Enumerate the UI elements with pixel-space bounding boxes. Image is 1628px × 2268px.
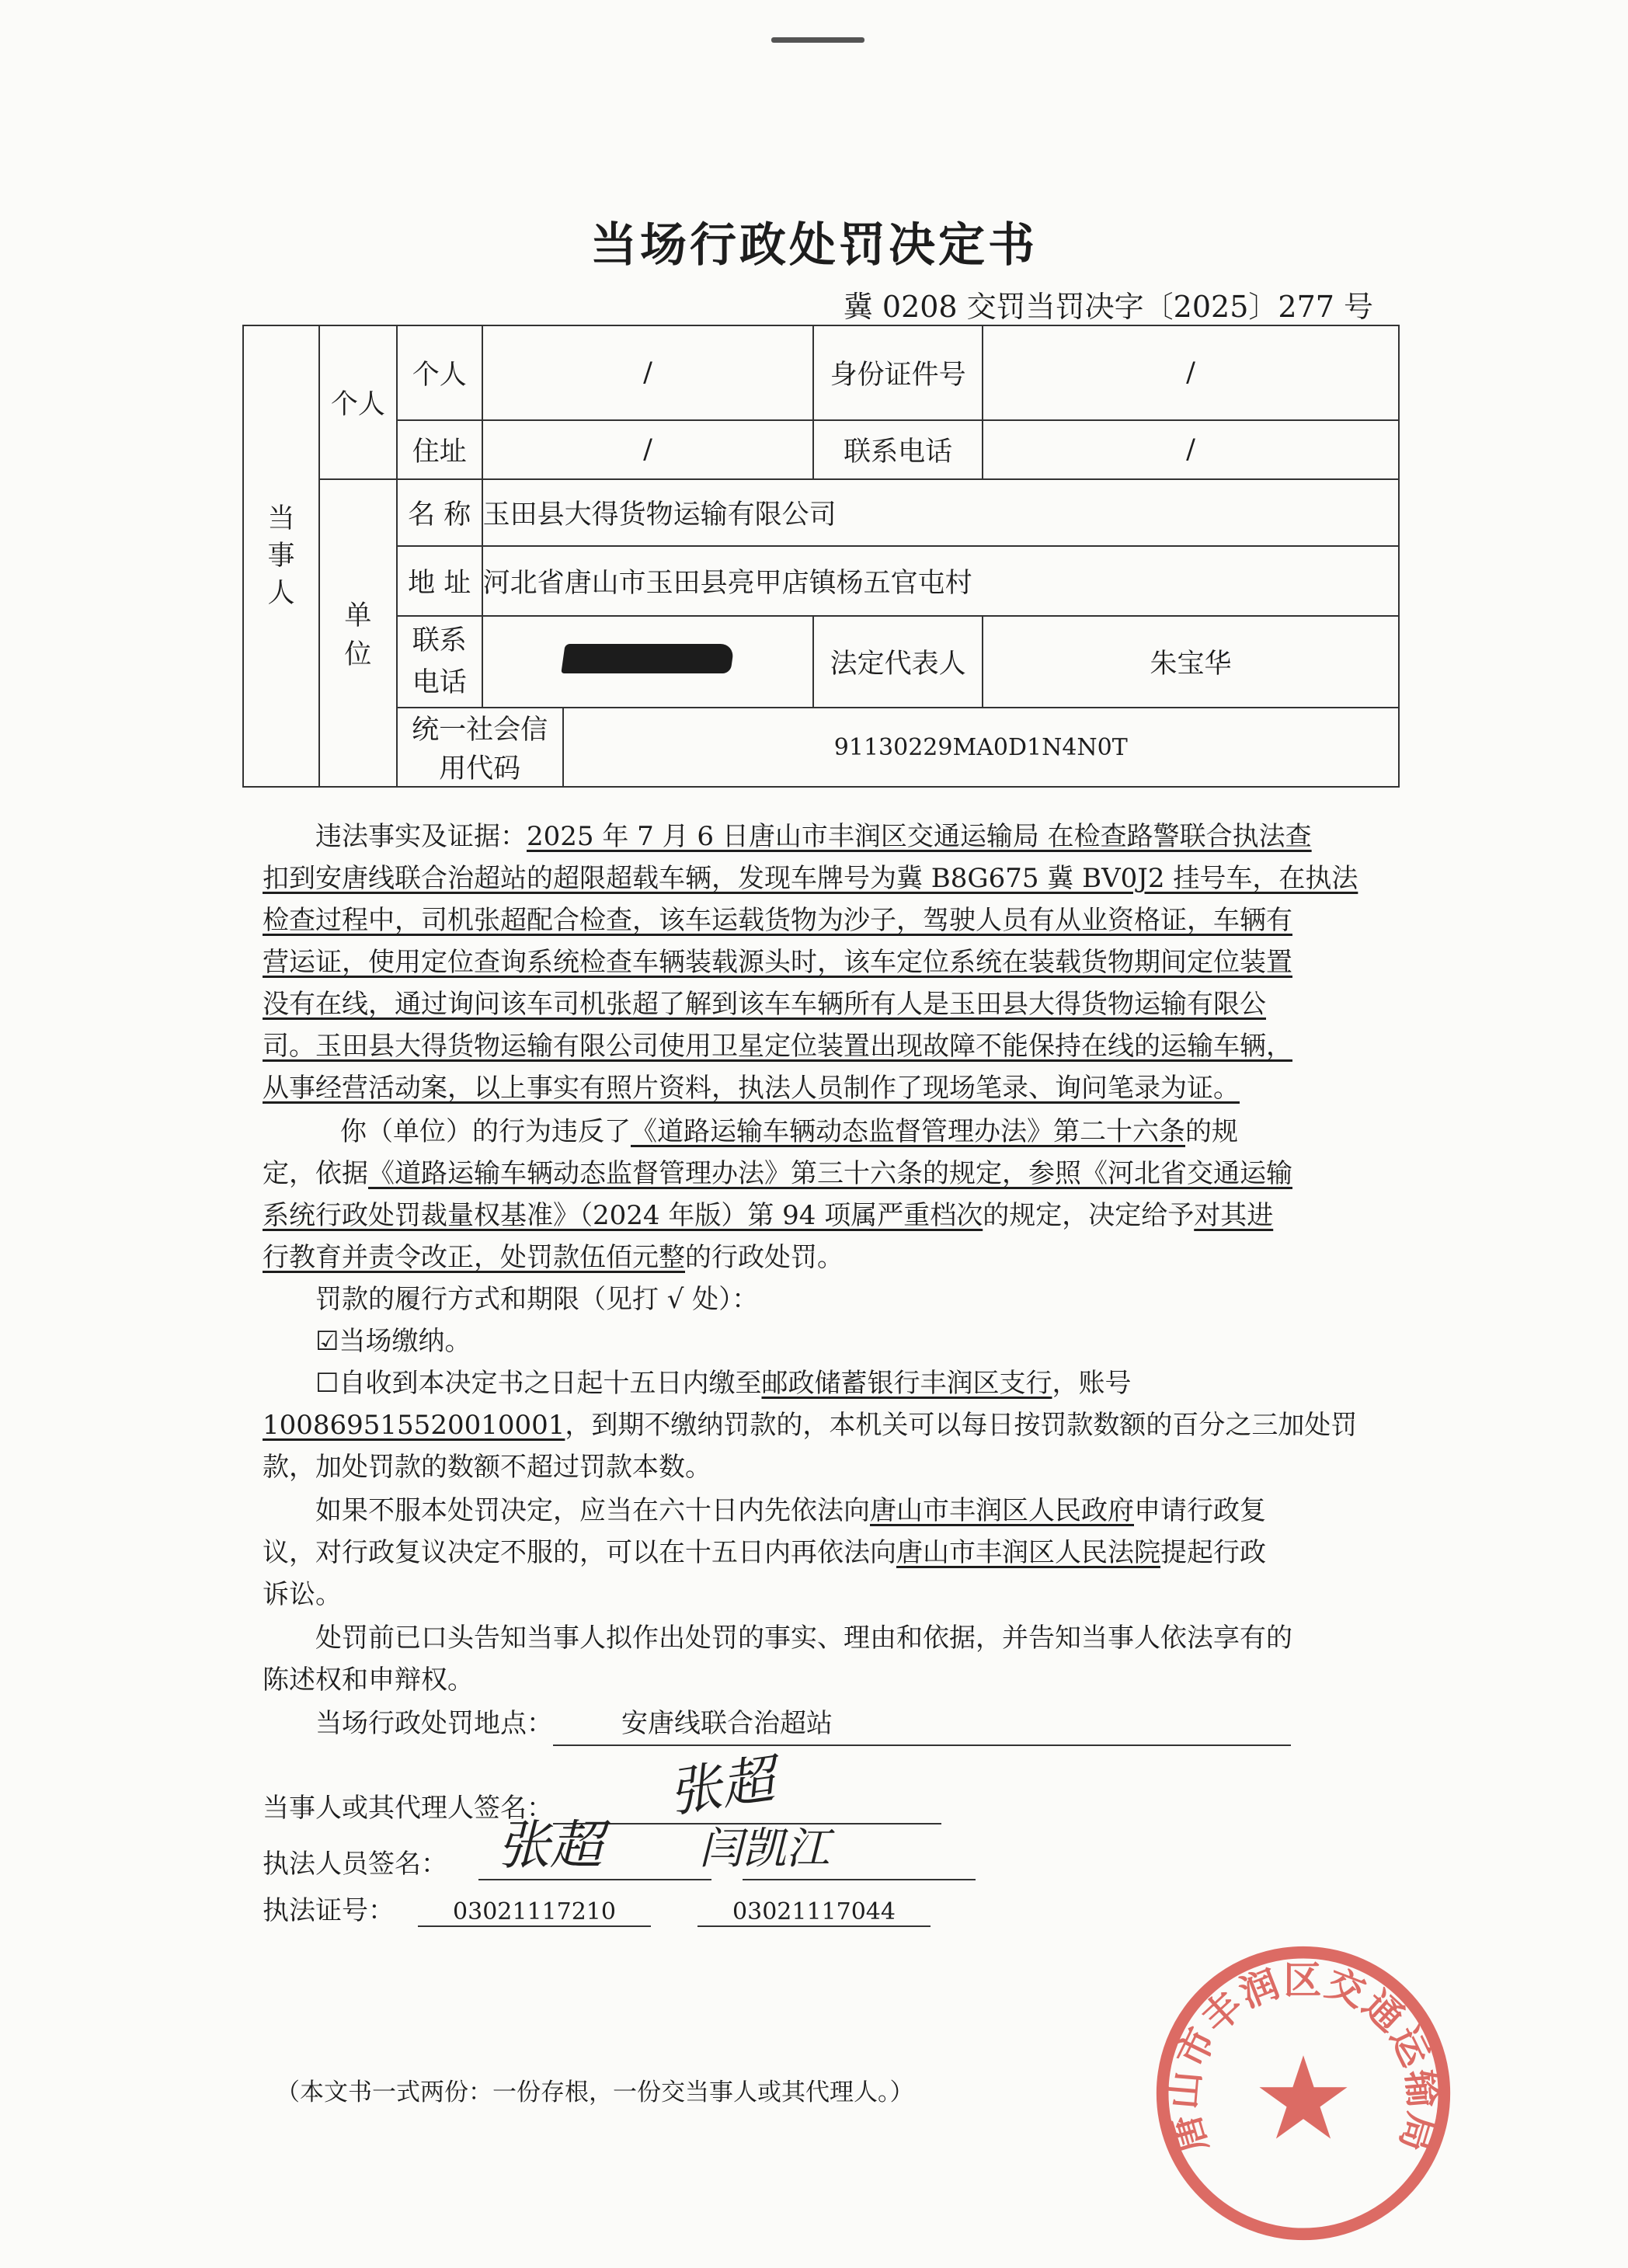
seal-text: 唐山市丰润区交通运输局 — [1162, 1959, 1445, 2158]
contact-phone-value: / — [983, 420, 1399, 479]
id-number-label: 身份证件号 — [813, 325, 983, 420]
facts-line-7: 从事经营活动案，以上事实有照片资料，执法人员制作了现场笔录、询问笔录为证。 — [263, 1073, 1240, 1104]
official-seal — [1152, 1942, 1455, 2245]
unit-phone-value-redacted — [482, 616, 814, 708]
unit-phone-label — [397, 616, 482, 708]
address-value: / — [482, 420, 814, 479]
seal-star-icon — [1259, 2055, 1347, 2138]
payment-section — [263, 1278, 1381, 1488]
officer2-signature-handwriting: 闫凯江 — [699, 1824, 830, 1874]
review-text: 如果不服本处罚决定，应当在六十日内先依法向 — [315, 1495, 870, 1526]
review-authority: 唐山市丰润区人民政府 — [870, 1495, 1134, 1526]
certificate-row — [263, 1889, 931, 1927]
unit-address-label: 地 址 — [397, 546, 482, 616]
id-number-value: / — [983, 325, 1399, 420]
person-value: / — [482, 325, 814, 420]
location-section — [263, 1703, 1381, 1746]
facts-line-1: 2025 年 7 月 6 日唐山市丰润区交通运输局 在检查路警联合执法查 — [527, 821, 1312, 852]
party-signature-label: 当事人或其代理人签名： — [263, 1793, 553, 1824]
facts-line-4: 营运证，使用定位查询系统检查车辆装载源头时，该车定位系统在装载货物期间定位装置 — [263, 947, 1292, 978]
certificate-number-2: 03021117044 — [697, 1898, 931, 1927]
penalty-text: 行教育并责令改正，处罚款伍佰元整 — [263, 1242, 685, 1273]
penalty-text: 对其进 — [1194, 1200, 1274, 1231]
facts-line-5: 没有在线，通过询问该车司机张超了解到该车车辆所有人是玉田县大得货物运输有限公 — [263, 989, 1266, 1020]
notice-text: 陈述权和申辩权。 — [263, 1664, 474, 1696]
location-label: 当场行政处罚地点： — [315, 1708, 553, 1739]
officer-signature-label: 执法人员签名： — [263, 1849, 447, 1880]
review-court: 唐山市丰润区人民法院 — [896, 1537, 1160, 1568]
account-number: 100869515520010001 — [263, 1410, 565, 1441]
notice-text: 处罚前已口头告知当事人拟作出处罚的事实、理由和依据，并告知当事人依法享有的 — [315, 1623, 1292, 1654]
facts-line-6: 司。玉田县大得货物运输有限公司使用卫星定位装置出现故障不能保持在线的运输车辆， — [263, 1031, 1292, 1062]
unit-label: 单 位 — [319, 479, 397, 787]
certificate-label: 执法证号： — [263, 1895, 395, 1926]
redaction-block — [561, 644, 734, 673]
legal-rep-label: 法定代表人 — [813, 616, 983, 708]
violation-section — [263, 1111, 1381, 1278]
facts-label: 违法事实及证据： — [315, 821, 527, 852]
address-label: 住址 — [397, 420, 482, 479]
party-label-cell — [243, 325, 319, 787]
unit-phone-label-line1: 联系 — [412, 625, 467, 656]
discretion-standard: 系统行政处罚裁量权基准》（2024 年版）第 94 项属严重档次 — [263, 1200, 983, 1231]
violation-text: 的规 — [1185, 1116, 1238, 1147]
facts-line-3: 检查过程中，司机张超配合检查，该车运载货物为沙子，驾驶人员有从业资格证，车辆有 — [263, 905, 1292, 936]
violation-text: 的行政处罚。 — [685, 1242, 844, 1273]
violation-text: 的规定，决定给予 — [983, 1200, 1195, 1231]
individual-label: 个人 — [319, 325, 397, 479]
violation-text: 定，依据 — [263, 1158, 368, 1189]
party-signature-handwriting: 张超 — [664, 1748, 778, 1825]
party-label: 当事人 — [267, 503, 295, 609]
location-value: 安唐线联合治超站 — [553, 1703, 1291, 1746]
facts-section — [263, 816, 1381, 1109]
notice-section — [263, 1617, 1381, 1701]
review-text: 诉讼。 — [263, 1579, 342, 1610]
document-title: 当场行政处罚决定书 — [590, 218, 1038, 273]
officer1-signature-handwriting: 张超 — [497, 1815, 604, 1877]
legal-rep-value: 朱宝华 — [983, 616, 1399, 708]
contact-phone-label: 联系电话 — [813, 420, 983, 479]
footer-note: （本文书一式两份：一份存根，一份交当事人或其代理人。） — [276, 2078, 914, 2106]
top-binding-mark — [771, 37, 864, 43]
payment-option-onsite: ☑当场缴纳。 — [315, 1326, 471, 1357]
violation-text: 你（单位）的行为违反了 — [340, 1116, 631, 1147]
certificate-number-1: 03021117210 — [418, 1898, 651, 1927]
review-section — [263, 1490, 1381, 1616]
payment-text: ，账号 — [1052, 1368, 1132, 1399]
document-number: 冀 0208 交罚当罚决字〔2025〕277 号 — [843, 290, 1373, 324]
person-label: 个人 — [397, 325, 482, 420]
unit-phone-label-line2: 电话 — [412, 667, 467, 698]
credit-code-label: 统一社会信用代码 — [397, 708, 563, 787]
unit-name-value: 玉田县大得货物运输有限公司 — [482, 479, 1399, 546]
bank-name: 邮政储蓄银行丰润区支行 — [761, 1368, 1052, 1399]
credit-code-value: 91130229MA0D1N4N0T — [563, 708, 1399, 787]
review-text: 申请行政复 — [1134, 1495, 1266, 1526]
unit-address-value: 河北省唐山市玉田县亮甲店镇杨五官屯村 — [482, 546, 1399, 616]
payment-text: ，到期不缴纳罚款的，本机关可以每日按罚款数额的百分之三加处罚 — [565, 1410, 1358, 1441]
unit-name-label: 名 称 — [397, 479, 482, 546]
violated-regulation: 《道路运输车辆动态监督管理办法》第二十六条 — [631, 1116, 1185, 1147]
basis-regulation: 《道路运输车辆动态监督管理办法》第三十六条的规定，参照《河北省交通运输 — [368, 1158, 1292, 1189]
review-text: 提起行政 — [1160, 1537, 1266, 1568]
facts-line-2: 扣到安唐线联合治超站的超限超载车辆，发现车牌号为冀 B8G675 冀 BV0J2 挂号车，在执法 — [263, 863, 1358, 894]
payment-text: 款，加处罚款的数额不超过罚款本数。 — [263, 1452, 711, 1483]
officer-signature-row — [263, 1842, 976, 1880]
party-info-table — [242, 325, 1400, 788]
payment-heading: 罚款的履行方式和期限（见打 √ 处）： — [315, 1284, 759, 1315]
review-text: 议，对行政复议决定不服的，可以在十五日内再依法向 — [263, 1537, 896, 1568]
payment-option-bank: ☐自收到本决定书之日起十五日内缴至 — [315, 1368, 762, 1399]
